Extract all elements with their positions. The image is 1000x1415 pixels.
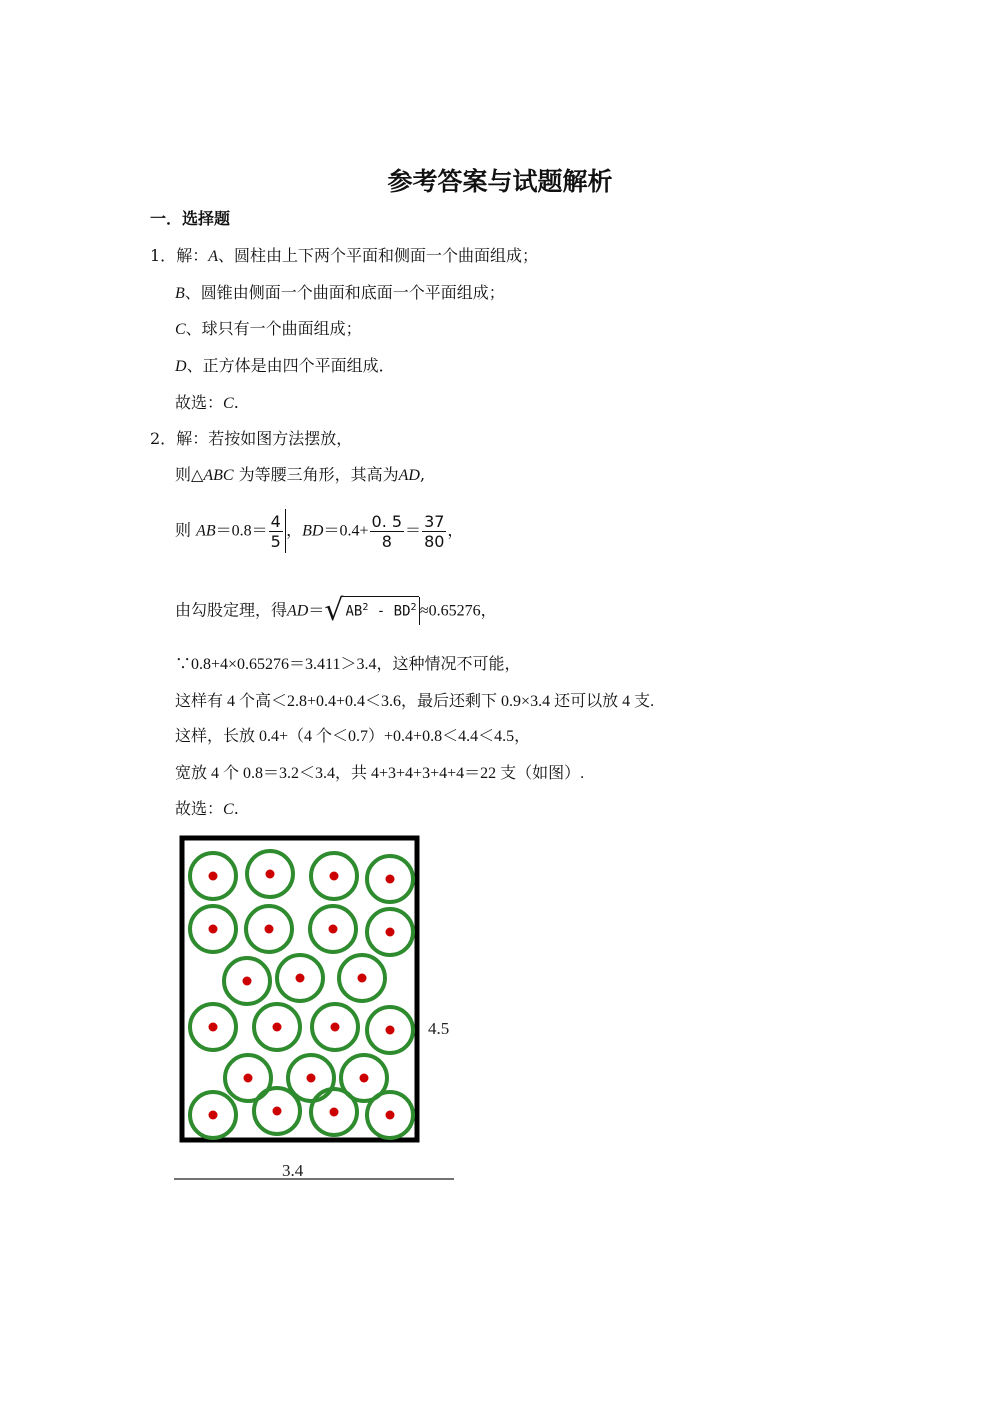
option-a-letter: A (208, 248, 218, 265)
pen-dot-15 (386, 1026, 395, 1035)
fraction-37-80: $\frac{37}{80}$ (424, 511, 445, 551)
triangle-abc: ABC (203, 467, 234, 484)
q2-number: 2． (150, 429, 177, 448)
page-title: 参考答案与试题解析 (387, 167, 613, 196)
q1-number: 1． (150, 246, 177, 265)
answer-letter: C (223, 801, 234, 818)
pen-dot-4 (386, 875, 395, 884)
q2-formula-line: 则 AB＝0.8＝ $\frac{4}{5}$ ，BD＝0.4+ $\frac{0. 5}{8}$ ＝ $\frac{37}{80}$ ， (175, 509, 463, 553)
q2-line-6: 这样有 4 个高＜2.8+0.4+0.4＜3.6，最后还剩下 0.9×3.4 还可以放 4 支. (175, 693, 655, 710)
answer-suffix: . (233, 393, 239, 412)
width-label: 3.4 (282, 1161, 304, 1180)
height-ad: AD (398, 467, 420, 484)
packing-figure (170, 828, 460, 1183)
pen-dot-20 (273, 1107, 282, 1116)
section-heading: 一．选择题 (150, 209, 231, 228)
pen-dot-16 (244, 1074, 253, 1083)
q2-line-1 (150, 426, 352, 449)
pen-dot-19 (209, 1111, 218, 1120)
option-b-text: 、圆锥由侧面一个曲面和底面一个平面组成； (184, 283, 505, 302)
pen-dot-3 (330, 872, 339, 881)
answer-prefix: 故选： (175, 393, 224, 412)
q1-answer (175, 390, 239, 413)
q2-line-2: 则△ABC 为等腰三角形，其高为AD, (175, 465, 426, 484)
q2-answer (175, 796, 239, 819)
q2-intro: 解：若按如图方法摆放， (176, 429, 353, 448)
option-a-text: 、圆柱由上下两个平面和侧面一个曲面组成； (217, 246, 538, 265)
q2-line-5: ∵0.8+4×0.65276＝3.411＞3.4，这种情况不可能， (175, 656, 521, 673)
answer-prefix: 故选： (175, 799, 224, 818)
option-b-letter: B (175, 285, 185, 302)
answer-letter: C (223, 395, 234, 412)
q2-pythagoras-line: 由勾股定理，得AD＝ √ $AB^2 - BD^2$ ≈0.65276， (175, 593, 497, 628)
q2-line-8: 宽放 4 个 0.8＝3.2＜3.4，共 4+3+4+3+4+4＝22 支（如图）. (175, 765, 585, 782)
option-d-text: 、正方体是由四个平面组成． (186, 356, 395, 375)
pen-dot-21 (330, 1108, 339, 1117)
pen-dot-18 (360, 1074, 369, 1083)
pen-dot-6 (265, 925, 274, 934)
sqrt-expression: √ $AB^2 - BD^2$ (324, 593, 417, 628)
q2-line-7: 这样，长放 0.4+（4 个＜0.7）+0.4+0.8＜4.4＜4.5， (175, 728, 531, 745)
q1-line-b (175, 280, 505, 303)
q1-line-c (175, 316, 362, 339)
pen-dot-10 (296, 974, 305, 983)
pen-dot-1 (209, 872, 218, 881)
answer-suffix: . (233, 799, 239, 818)
fraction-4-5: $\frac{4}{5}$ (270, 511, 281, 551)
q1-line-a (150, 243, 538, 266)
pen-dot-17 (307, 1074, 316, 1083)
pen-dot-13 (273, 1023, 282, 1032)
option-c-text: 、球只有一个曲面组成； (185, 319, 362, 338)
q1-line-d (175, 353, 395, 376)
height-label: 4.5 (428, 1019, 450, 1038)
fraction-05-8: $\frac{0. 5}{8}$ (371, 511, 403, 551)
pen-dot-7 (329, 925, 338, 934)
q1-lead: 解： (176, 246, 209, 265)
pen-dot-11 (358, 974, 367, 983)
pen-dot-9 (243, 977, 252, 986)
option-c-letter: C (175, 321, 186, 338)
option-d-letter: D (175, 358, 187, 375)
pen-dot-14 (331, 1023, 340, 1032)
pen-dot-2 (266, 870, 275, 879)
pen-dot-5 (209, 925, 218, 934)
pen-dot-8 (386, 928, 395, 937)
pen-dot-22 (386, 1111, 395, 1120)
pen-dot-12 (209, 1023, 218, 1032)
